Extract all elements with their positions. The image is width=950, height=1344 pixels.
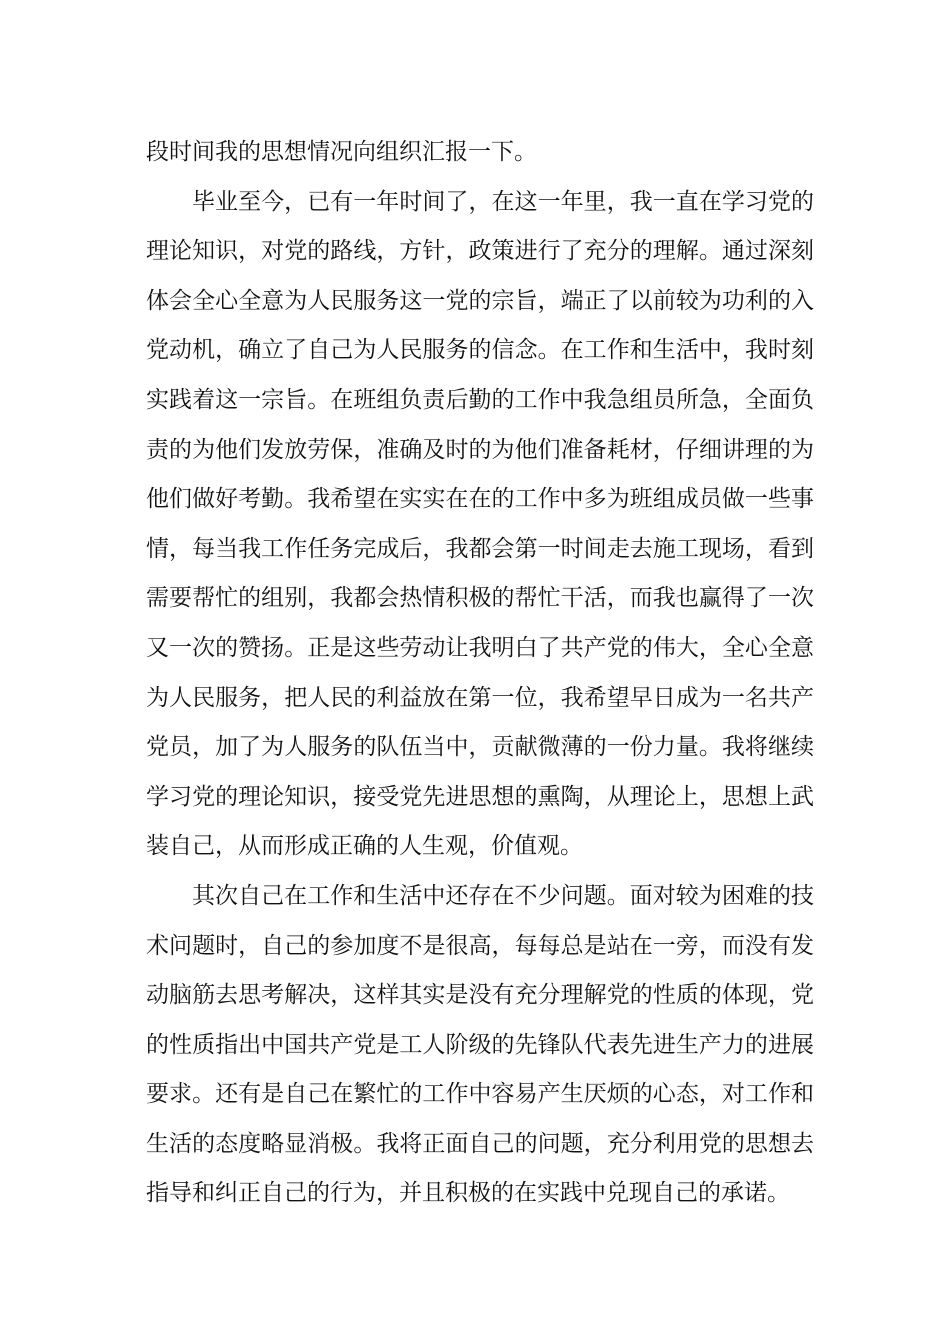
paragraph-shortcomings: 其次自己在工作和生活中还存在不少问题。面对较为困难的技术问题时，自己的参加度不是很高，每每总是站在一旁，而没有发动脑筋去思考解决，这样其实是没有充分理解党的性质的体现，党的性质指出中国共产党是工人阶级的先锋队代表先进生产力的进展要求。还有是自己在繁忙的工作中容易产生厌烦的心态，对工作和生活的态度略显消极。我将正面自己的问题，充分利用党的思想去指导和纠正自己的行为，并且积极的在实践中兑现自己的承诺。 xyxy=(146,882,814,1207)
paragraph-graduation-study: 毕业至今，已有一年时间了，在这一年里，我一直在学习党的理论知识，对党的路线，方针，政策进行了充分的理解。通过深刻体会全心全意为人民服务这一党的宗旨，端正了以前较为功利的入党动机，确立了自己为人民服务的信念。在工作和生活中，我时刻实践着这一宗旨。在班组负责后勤的工作中我急组员所急，全面负责的为他们发放劳保，准确及时的为他们准备耗材，仔细讲理的为他们做好考勤。我希望在实实在在的工作中多为班组成员做一些事情，每当我工作任务完成后，我都会第一时间走去施工现场，看到需要帮忙的组别，我都会热情积极的帮忙干活，而我也赢得了一次又一次的赞扬。正是这些劳动让我明白了共产党的伟大，全心全意为人民服务，把人民的利益放在第一位，我希望早日成为一名共产党员，加了为人服务的队伍当中，贡献微薄的一份力量。我将继续学习党的理论知识，接受党先进思想的熏陶，从理论上，思想上武装自己，从而形成正确的人生观，价值观。 xyxy=(146,188,814,860)
document-body xyxy=(146,128,814,1219)
paragraph-continuation: 段时间我的思想情况向组织汇报一下。 xyxy=(146,139,537,165)
